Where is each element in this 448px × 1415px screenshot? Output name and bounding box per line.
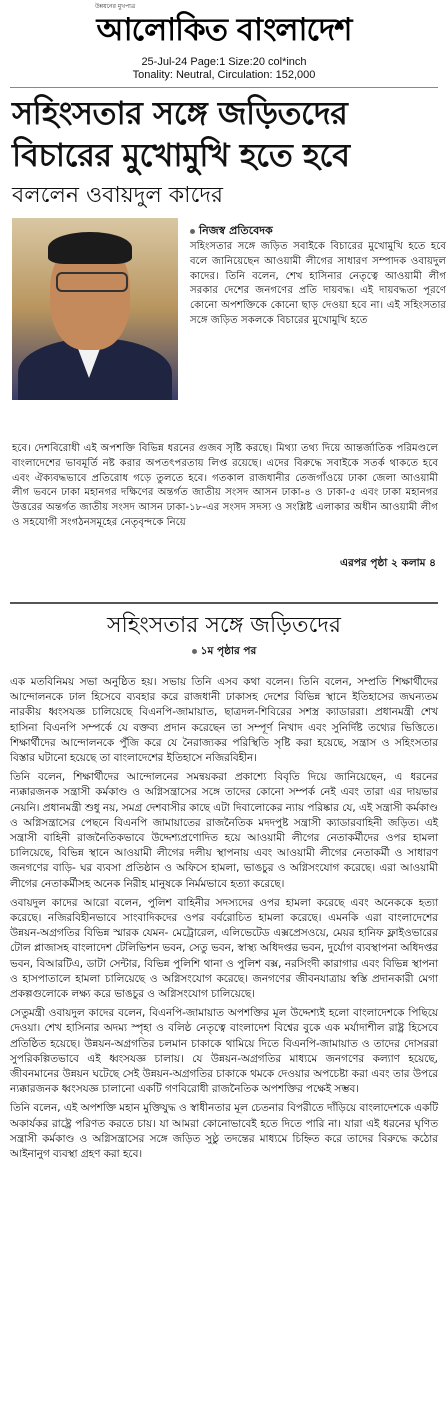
photo-hair bbox=[48, 232, 132, 264]
portrait-photo bbox=[12, 218, 178, 400]
headline bbox=[12, 92, 438, 176]
newspaper-logo: আলোকিত বাংলাদেশ bbox=[96, 12, 352, 48]
byline bbox=[190, 222, 273, 241]
jump-from bbox=[0, 644, 448, 661]
meta-line-tonality: Tonality: Neutral, Circulation: 152,000 bbox=[132, 69, 316, 81]
jump-from-text: ১ম পৃষ্ঠার পর bbox=[200, 645, 257, 657]
headline-line-2: বিচারের মুখোমুখি হতে হবে bbox=[12, 136, 350, 174]
byline-text: নিজস্ব প্রতিবেদক bbox=[199, 224, 273, 237]
headline-line-1: সহিংসতার সঙ্গে জড়িতদের bbox=[12, 94, 348, 132]
article-body bbox=[12, 218, 446, 600]
jump-paragraph: সেতুমন্ত্রী ওবায়দুল কাদের বলেন, বিএনপি-জামায়াত অপশক্তির মূল উদ্দেশ্যই হলো বাংলাদেশকে পিছিয়ে দেওয়া। শেখ হাসিনার অদম্য স্পৃহা ও বলিষ্ঠ নেতৃত্বে বাংলাদেশ বিশ্বের বুকে এক মর্যাদাশীল রাষ্ট্র হিসেবে প্রতিষ্ঠিত হয়েছে। উন্নয়ন-অগ্রগতির চলমান চাকাকে থামিয়ে দিতে বিএনপি-জামায়াত ও তাদের দোসররা সুপরিকল্পিতভাবে এই ধ্বংসযজ্ঞ চালায়। যে উন্নয়ন-অগ্রগতির মাধ্যমে জনগণের কল্যাণ হয়েছে, জীবনমানের উন্নয়ন ঘটেছে সেই উন্নয়ন-অগ্রগতির চাকাকে থমকে দেওয়ার অপচেষ্টা করা এবং তার উপরে ন্যক্কারজনক ধ্বংসযজ্ঞ চালানো একটি গণবিরোধী রাজনৈতিক অপশক্তির পক্ষেই সম্ভব। bbox=[10, 1007, 438, 1096]
divider bbox=[10, 87, 438, 88]
jump-body bbox=[10, 675, 438, 1162]
masthead bbox=[0, 0, 448, 56]
bullet-icon bbox=[190, 229, 195, 234]
article-paragraph-beside-photo: সহিংসতার সঙ্গে জড়িত সবাইকে বিচারের মুখোমুখি হতে হবে বলে জানিয়েছেন আওয়ামী লীগের সাধারণ সম্পাদক ওবায়দুল কাদের। তিনি বলেন, শেখ হাসিনার নেতৃত্বে আওয়ামী লীগ সরকার দেশের জনগণের প্রতি দায়বদ্ধ। এই দায়বদ্ধতা পূরণে কোনো অপশক্তিকে কোনো ছাড় দেওয়া হবে না। এই সহিংসতার সঙ্গে জড়িত সকলকে বিচারের মুখোমুখি হতে bbox=[190, 241, 446, 326]
jump-paragraph: তিনি বলেন, এই অপশক্তি মহান মুক্তিযুদ্ধ ও স্বাধীনতার মূল চেতনার বিপরীতে দাঁড়িয়ে বাংলাদেশকে একটি অকার্যকর রাষ্ট্রে পরিণত করতে চায়। যা আমরা কোনোভাবেই হতে দিতে পারি না। যারা এই ধরনের ঘৃণিত সন্ত্রাসী কর্মকাণ্ড ও অগ্নিসন্ত্রাসের সঙ্গে জড়িত সুষ্ঠু তদন্তের মাধ্যমে চিহ্নিত করে তাদের বিরুদ্ধে কঠোর আইনানুগ ব্যবস্থা গ্রহণ করা হবে। bbox=[10, 1102, 438, 1161]
jump-paragraph: ওবায়দুল কাদের আরো বলেন, পুলিশ বাহিনীর সদস্যদের ওপর হামলা করেছে এবং অনেককে হত্যা করেছে। নজিরবিহীনভাবে সাংবাদিকদের ওপর বর্বরোচিত হামলা করেছে। এমনকি এরা বাংলাদেশের উন্নয়ন-অগ্রগতির বিভিন্ন স্মারক যেমন- মেট্রোরেল, এলিভেটেড এক্সপ্রেসওয়ে, মেয়র হানিফ ফ্লাইওভারের টোল প্লাজাসহ বাংলাদেশ টেলিভিশন ভবন, সেতু ভবন, স্বাস্থ্য অধিদপ্তর ভবন, দুর্যোগ ব্যবস্থাপনা অধিদপ্তর ভবন, বিআরটিএ, ডাটা সেন্টার, বিভিন্ন পুলিশি থানা ও পুলিশ বক্স, নরসিংদী কারাগার এবং বিভিন্ন স্থাপনা ও হাসপাতালে হামলা চালিয়েছে ও অগ্নিসংযোগ করেছে। জনগণের জীবনযাত্রায় স্বস্তি প্রদানকারী মেগা প্রকল্পগুলোকে লক্ষ্য করে ভাঙচুর ও অগ্নিসংযোগ চালিয়েছে। bbox=[10, 896, 438, 1001]
jump-title: সহিংসতার সঙ্গে জড়িতদের bbox=[106, 613, 341, 638]
meta-line-date-page: 25-Jul-24 Page:1 Size:20 col*inch bbox=[141, 56, 307, 68]
section-divider bbox=[10, 602, 438, 604]
photo-glasses bbox=[56, 272, 128, 292]
article-paragraph-full-width: হবে। দেশবিরোধী এই অপশক্তি বিভিন্ন ধরনের গুজব সৃষ্টি করছে। মিথ্যা তথ্য দিয়ে আন্তর্জাতিক পরিমণ্ডলে বাংলাদেশের ভাবমূর্তি নষ্ট করার অপতৎপরতায় লিপ্ত রয়েছে। এদের বিরুদ্ধে সবাইকে সতর্ক থাকতে হবে এবং ঐক্যবদ্ধভাবে প্রতিরোধ গড়ে তুলতে হবে। গতকাল রাজধানীর তেজগাঁওয়ে ঢাকা জেলা আওয়ামী লীগ ভবনে ঢাকা মহানগর দক্ষিণের অন্তর্গত জাতীয় সংসদ আসন ঢাকা-৪ ও ঢাকা-৫ এবং ঢাকা মহানগর উত্তরের অন্তর্গত জাতীয় সংসদ আসন ঢাকা-১৮-এর সংসদ সদস্য ও সংশ্লিষ্ট এলাকার অধীন আওয়ামী লীগ ও সহযোগী সংগঠনসমূহের নেতৃবৃন্দকে নিয়ে bbox=[12, 443, 438, 528]
jump-paragraph: এক মতবিনিময় সভা অনুষ্ঠিত হয়। সভায় তিনি এসব কথা বলেন। তিনি বলেন, সম্প্রতি শিক্ষার্থীদের আন্দোলনকে ঢাল হিসেবে ব্যবহার করে রাজধানী ঢাকাসহ দেশের বিভিন্ন স্থানে ইতিহাসের জঘন্যতম নারকীয় ধ্বংসযজ্ঞ চালিয়েছে বিএনপি-জামায়াত, ছাত্রদল-শিবিরের সশস্ত্র ক্যাডাররা। প্রধানমন্ত্রী শেখ হাসিনা বিএনপি সম্পর্কে যে বক্তব্য প্রদান করেছেন তা সম্পূর্ণ নিখাদ এবং সুনির্দিষ্ট তথ্যের ভিত্তিতে। শিক্ষার্থীদের আন্দোলনকে পুঁজি করে যে নৈরাজ্যকর পরিস্থিতি সৃষ্টি করা হয়েছে, সন্ত্রাস ও সহিংসতার বিস্তার ঘটানো হয়েছে তা বাংলাদেশের ইতিহাসে নজিরবিহীন। bbox=[10, 676, 438, 765]
bullet-icon bbox=[192, 649, 197, 654]
continued-on-note: এরপর পৃষ্ঠা ২ কলাম ৪ bbox=[340, 557, 436, 569]
jump-paragraph: তিনি বলেন, শিক্ষার্থীদের আন্দোলনের সমন্বয়করা প্রকাশ্যে বিবৃতি দিয়ে জানিয়েছেন, এ ধরনের ন্যক্কারজনক সন্ত্রাসী কর্মকাণ্ড ও অগ্নিসন্ত্রাসের সঙ্গে তাদের কোনো সম্পর্ক নেই এবং তারা এর দায়ভার নেয়নি। প্রধানমন্ত্রী শুধু নয়, সমগ্র দেশবাসীর কাছে এটা দিবালোকের ন্যায় পরিষ্কার যে, এই সন্ত্রাসী কর্মকাণ্ড ও অগ্নিসন্ত্রাসের পেছনে বিএনপি জামায়াতের রাজনৈতিক মদদপুষ্ট সন্ত্রাসী ক্যাডারবাহিনী জড়িত। এই সন্ত্রাসী বাহিনী রাজনৈতিকভাবে উদ্দেশ্যপ্রণোদিত হয়ে আওয়ামী লীগের নেতাকর্মীদের ওপর হামলা চালিয়েছে, বিভিন্ন স্থানে আওয়ামী লীগের দলীয় স্থাপনায় এবং আওয়ামী লীগের নেতাকর্মী ও সাধারণ জনগণের বাড়ি- ঘর ব্যবসা প্রতিষ্ঠান ও অফিসে হামলা, ভাঙচুর ও অগ্নিসংযোগ করেছে। এরা আওয়ামী লীগের নেতাকর্মীসহ অনেক নিরীহ মানুষকে নির্মমভাবে হত্যা করেছে। bbox=[10, 771, 438, 890]
subheadline: বললেন ওবায়দুল কাদের bbox=[12, 183, 223, 208]
clipping-meta bbox=[0, 56, 448, 82]
masthead-tagline: উন্নয়নের মুখপাত্র bbox=[95, 3, 136, 10]
